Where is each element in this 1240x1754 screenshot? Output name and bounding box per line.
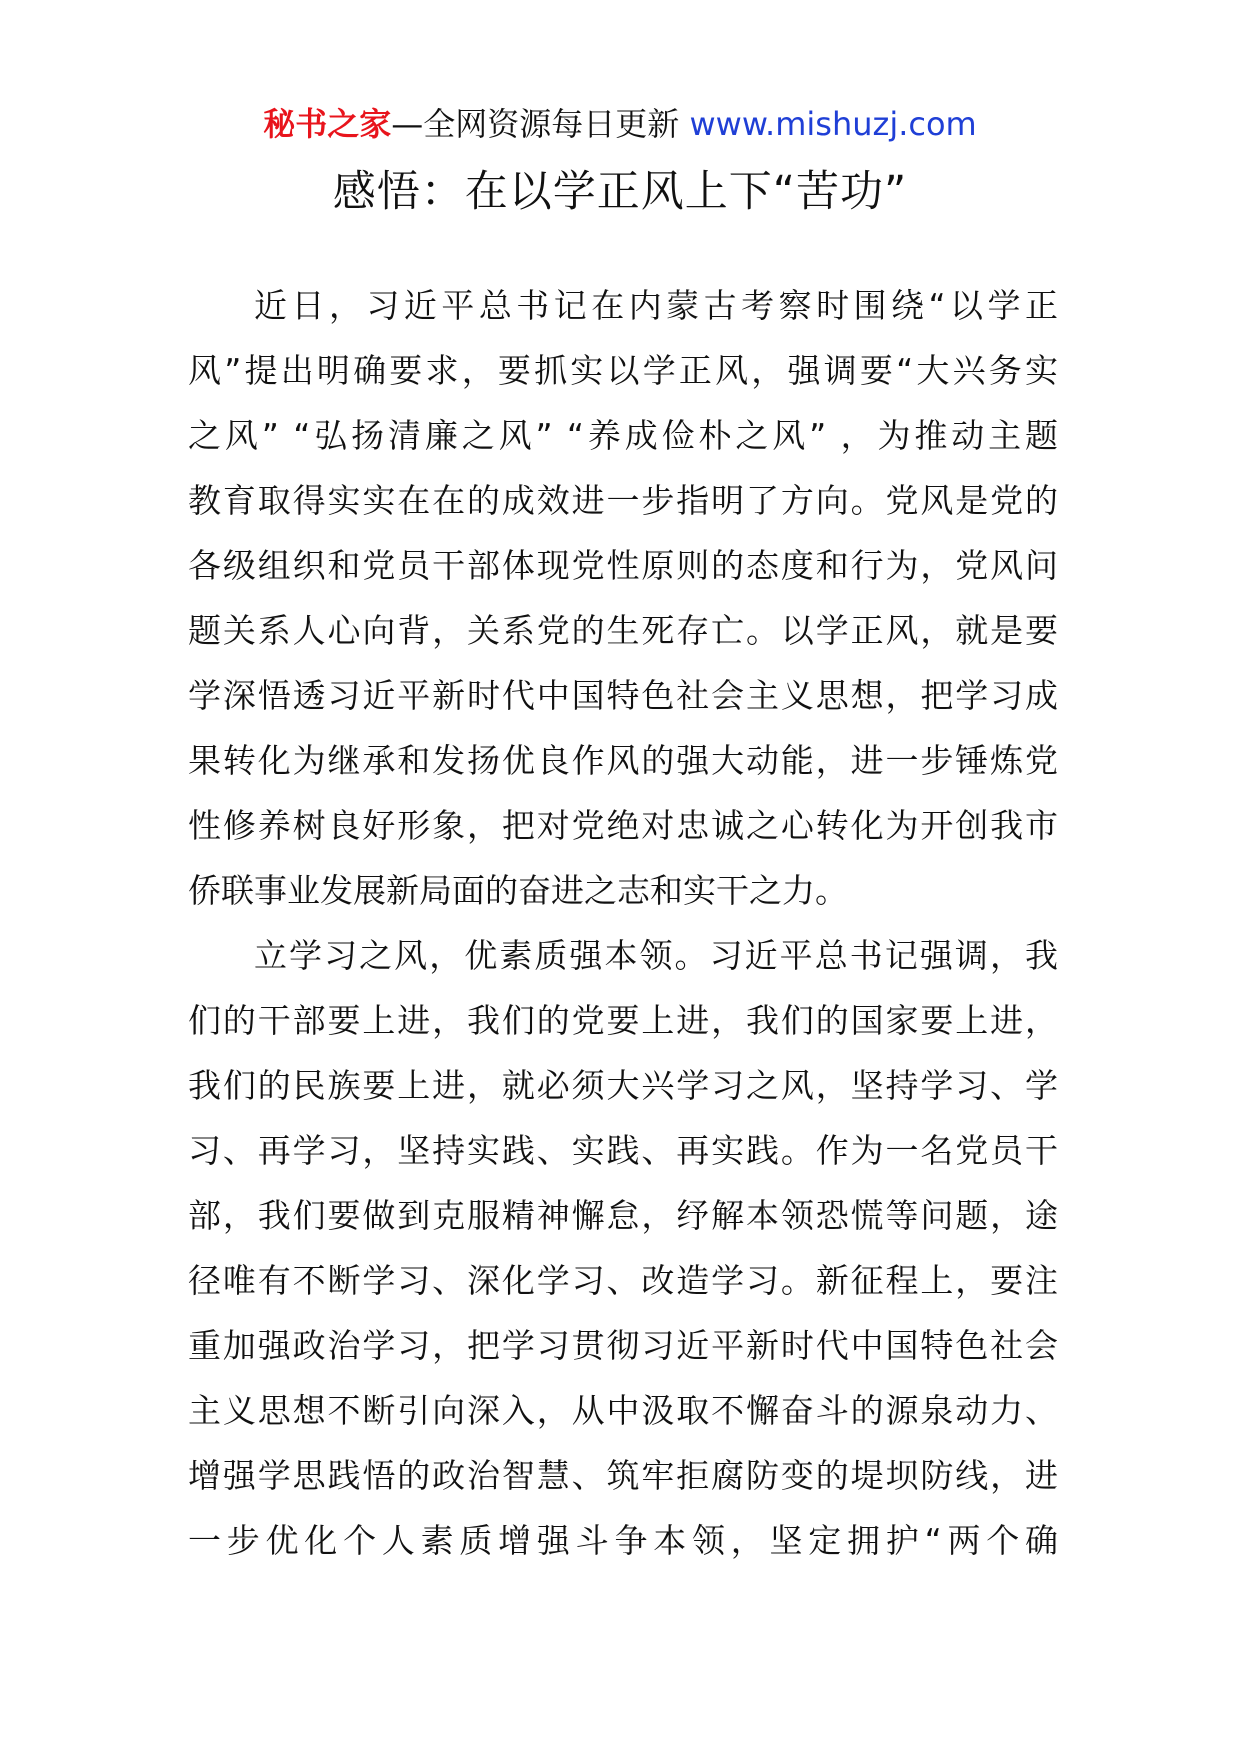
paragraph-1-line: 性修养树良好形象，把对党绝对忠诚之心转化为开创我市 xyxy=(188,808,1058,845)
brand-name: 秘书之家 xyxy=(263,105,392,143)
site-url-link[interactable]: www.mishuzj.com xyxy=(689,105,977,143)
paragraph-2-line: 增强学思践悟的政治智慧、筑牢拒腐防变的堤坝防线，进 xyxy=(188,1458,1058,1495)
paragraph-1-line: 各级组织和党员干部体现党性原则的态度和行为，党风问 xyxy=(188,548,1058,585)
site-header xyxy=(0,102,1240,146)
paragraph-2-line: 我们的民族要上进，就必须大兴学习之风，坚持学习、学 xyxy=(188,1068,1058,1105)
paragraph-1-line: 侨联事业发展新局面的奋进之志和实干之力。 xyxy=(188,873,848,910)
paragraph-1-line: 近日，习近平总书记在内蒙古考察时围绕“以学正 xyxy=(254,288,1058,325)
paragraph-2-line: 部，我们要做到克服精神懈怠，纾解本领恐慌等问题，途 xyxy=(188,1198,1058,1235)
paragraph-1-line: 题关系人心向背，关系党的生死存亡。以学正风，就是要 xyxy=(188,613,1058,650)
document-title: 感悟：在以学正风上下“苦功” xyxy=(332,167,908,217)
paragraph-1-line: 之风” “弘扬清廉之风” “养成俭朴之风” ，为推动主题 xyxy=(188,418,1058,455)
paragraph-1-line: 果转化为继承和发扬优良作风的强大动能，进一步锤炼党 xyxy=(188,743,1058,780)
paragraph-1-line: 学深悟透习近平新时代中国特色社会主义思想，把学习成 xyxy=(188,678,1058,715)
paragraph-2-line: 主义思想不断引向深入，从中汲取不懈奋斗的源泉动力、 xyxy=(188,1393,1058,1430)
document-body xyxy=(188,288,1058,1588)
paragraph-1-line: 风”提出明确要求，要抓实以学正风，强调要“大兴务实 xyxy=(188,353,1058,390)
paragraph-2-line: 径唯有不断学习、深化学习、改造学习。新征程上，要注 xyxy=(188,1263,1058,1300)
paragraph-2-line: 习、再学习，坚持实践、实践、再实践。作为一名党员干 xyxy=(188,1133,1058,1170)
paragraph-2-line: 们的干部要上进，我们的党要上进，我们的国家要上进， xyxy=(188,1003,1058,1040)
paragraph-2-line: 立学习之风，优素质强本领。习近平总书记强调，我 xyxy=(254,938,1058,975)
paragraph-2-line: 重加强政治学习，把学习贯彻习近平新时代中国特色社会 xyxy=(188,1328,1058,1365)
paragraph-2-line: 一步优化个人素质增强斗争本领，坚定拥护“两个确 xyxy=(188,1523,1058,1560)
header-tagline: —全网资源每日更新 xyxy=(391,105,690,143)
paragraph-1-line: 教育取得实实在在的成效进一步指明了方向。党风是党的 xyxy=(188,483,1058,520)
